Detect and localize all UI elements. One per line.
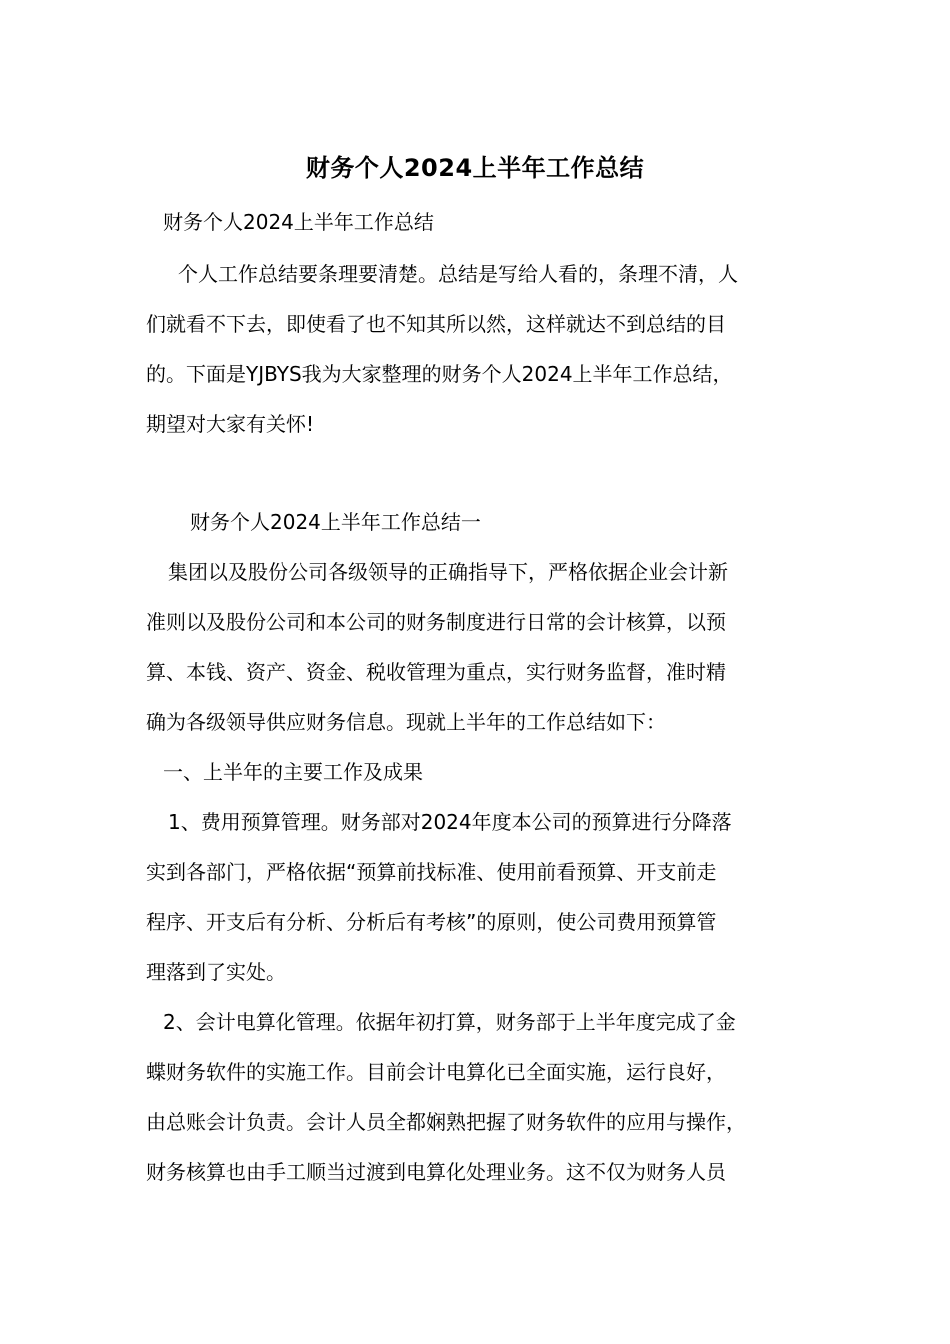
subtitle-line: 财务个人2024上半年工作总结 [163, 210, 434, 234]
paragraph-line: 1、费用预算管理。财务部对2024年度本公司的预算进行分降落 [168, 810, 732, 834]
paragraph-line: 蝶财务软件的实施工作。目前会计电算化已全面实施，运行良好， [146, 1060, 726, 1084]
paragraph-line: 理落到了实处。 [146, 960, 286, 984]
section-heading: 财务个人2024上半年工作总结一 [190, 510, 481, 534]
paragraph-line: 的。下面是YJBYS我为大家整理的财务个人2024上半年工作总结， [146, 362, 733, 386]
paragraph-line: 们就看不下去，即使看了也不知其所以然，这样就达不到总结的目 [146, 312, 726, 336]
paragraph-line: 2、会计电算化管理。依据年初打算，财务部于上半年度完成了金 [163, 1010, 736, 1034]
paragraph-line: 期望对大家有关怀! [146, 412, 315, 436]
paragraph-line: 集团以及股份公司各级领导的正确指导下，严格依据企业会计新 [168, 560, 728, 584]
paragraph-line: 财务核算也由手工顺当过渡到电算化处理业务。这不仅为财务人员 [146, 1160, 726, 1184]
paragraph-line: 确为各级领导供应财务信息。现就上半年的工作总结如下： [146, 710, 666, 734]
paragraph-line: 实到各部门，严格依据“预算前找标准、使用前看预算、开支前走 [146, 860, 717, 884]
paragraph-line: 个人工作总结要条理要清楚。总结是写给人看的，条理不清，人 [178, 262, 738, 286]
document-title: 财务个人2024上半年工作总结 [305, 154, 645, 182]
paragraph-line: 算、本钱、资产、资金、税收管理为重点，实行财务监督，准时精 [146, 660, 726, 684]
paragraph-line: 准则以及股份公司和本公司的财务制度进行日常的会计核算，以预 [146, 610, 726, 634]
paragraph-line: 程序、开支后有分析、分析后有考核”的原则，使公司费用预算管 [146, 910, 717, 934]
section-heading: 一、上半年的主要工作及成果 [163, 760, 423, 784]
paragraph-line: 由总账会计负责。会计人员全都娴熟把握了财务软件的应用与操作， [146, 1110, 746, 1134]
